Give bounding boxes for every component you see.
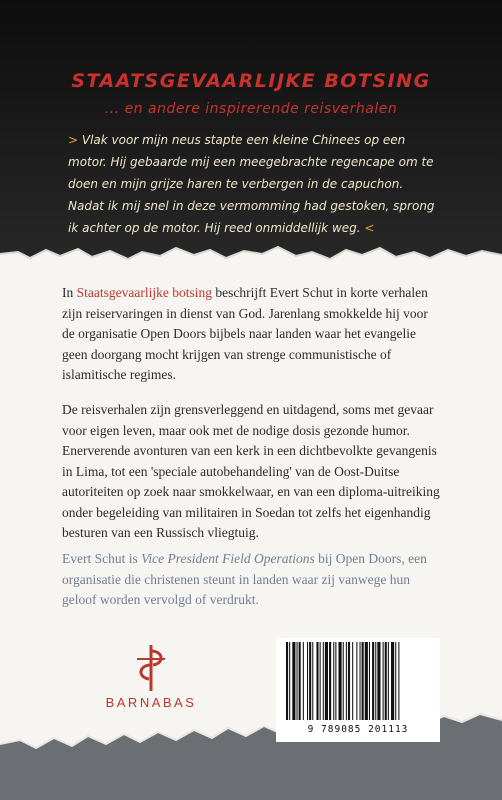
excerpt-quote	[68, 129, 440, 239]
quote-close-mark: <	[364, 221, 375, 235]
author-note-rest: bij Open Doors, een organisatie die christenen steunt in landen waar zij vanwege hun geloof worden vervolgd of verdrukt.	[62, 551, 427, 607]
description-paragraph-1	[62, 283, 444, 386]
quote-text: Vlak voor mijn neus stapte een kleine Chinees op een motor. Hij gebaarde mij een meegebrachte regencape om te doen en mijn grijze haren te verbergen in de capuchon. Nadat ik mij snel in deze vermomming had gestoken, sprong ik achter op de motor. Hij reed onmiddellijk weg.	[68, 133, 435, 235]
book-subtitle: ... en andere inspirerende reisverhalen	[104, 101, 398, 117]
quote-open-mark: >	[68, 133, 79, 147]
paragraph1-title-highlight: Staatsgevaarlijke botsing	[76, 285, 212, 300]
author-note	[62, 549, 444, 611]
book-title: STAATSGEVAARLIJKE BOTSING	[71, 70, 431, 92]
author-note-lead: Evert Schut is	[62, 551, 138, 566]
paragraph1-rest: beschrijft Evert Schut in korte verhalen zijn reiservaringen in dienst van God. Jarenlang smokkelde hij voor de organisatie Open Doors bijbels naar landen waar het evangelie geen doorgang mocht krijgen van strenge communistische of islamitische regimes.	[62, 285, 428, 382]
barcode-icon	[284, 642, 432, 722]
isbn-number: 9 789085 201113	[307, 724, 409, 735]
paragraph1-lead: In	[62, 285, 74, 300]
description-paragraph-2: De reisverhalen zijn grensverleggend en uitdagend, soms met gevaar voor eigen leven, maar ook met de nodige dosis gezonde humor. Enerverende avonturen van een kerk in een dichtbevolkte gevangenis in Lima, tot een 'speciale autobehandeling' van de Oost-Duitse autoriteiten op zoek naar smokkelwaar, en van een diploma-uitreiking onder begeleiding van militairen in Soedan tot zelfs het eigenhandig besturen van een Russisch vliegtuig.	[62, 402, 440, 540]
publisher-name: BARNABAS	[105, 695, 197, 710]
author-role: Vice President Field Operations	[141, 551, 315, 566]
barnabas-logo-icon	[129, 643, 173, 693]
isbn-barcode	[276, 638, 440, 742]
